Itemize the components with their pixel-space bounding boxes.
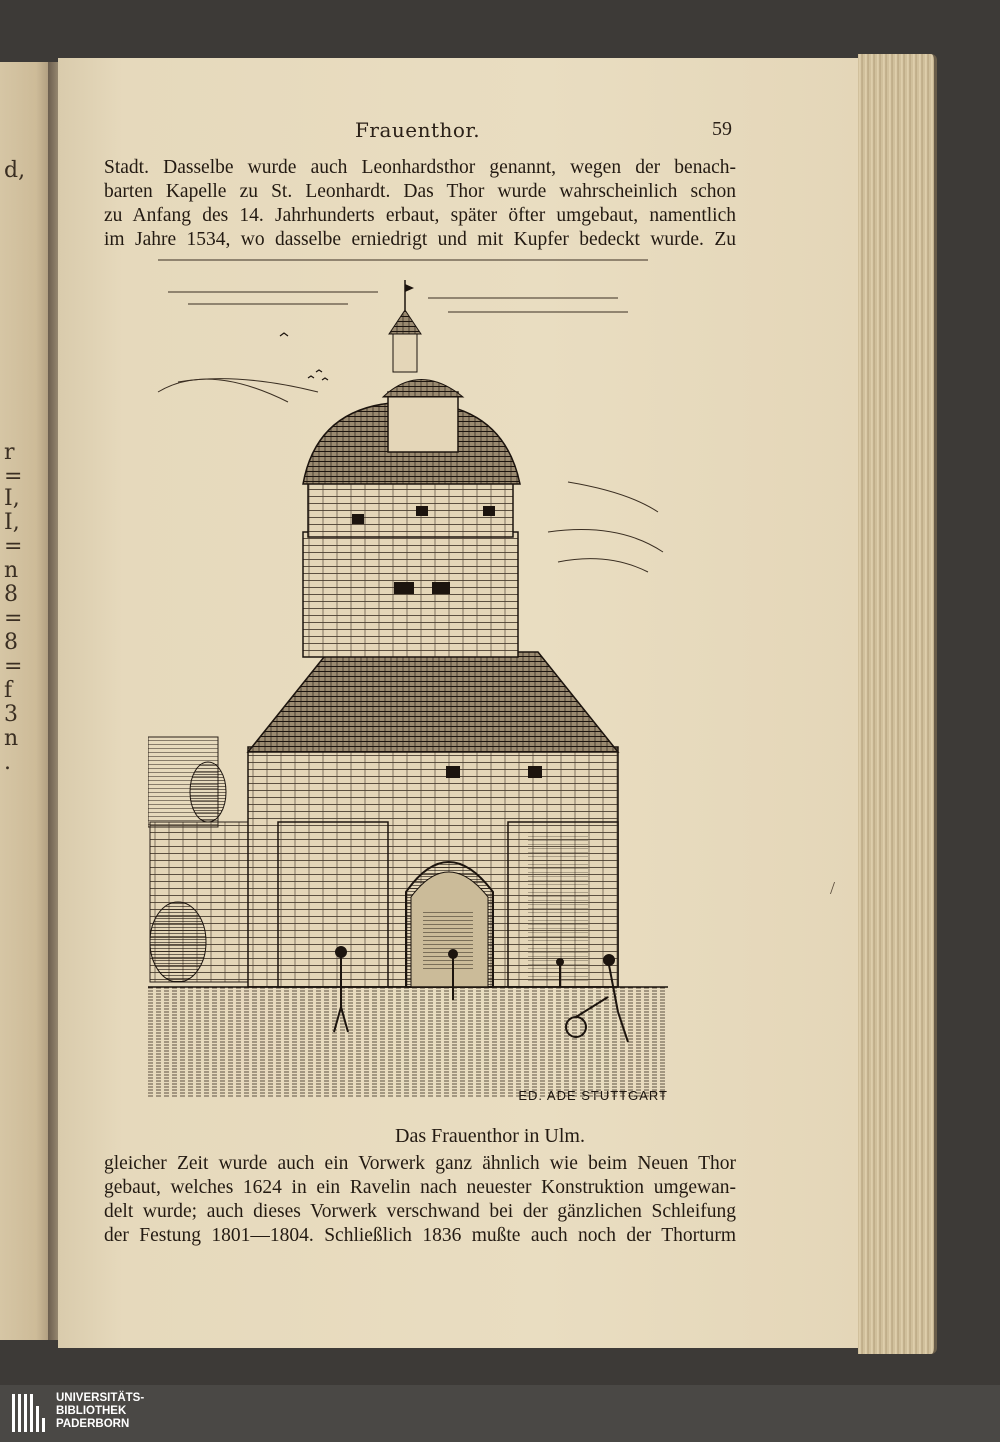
left-fragment: =: [4, 534, 23, 559]
left-fragment: =: [4, 464, 23, 489]
library-line: UNIVERSITÄTS-: [56, 1392, 145, 1404]
text-line: Stadt. Dasselbe wurde auch Leonhardsthor genannt, wegen der benach-: [104, 157, 736, 178]
library-name: [56, 1392, 144, 1431]
birds: [280, 333, 328, 380]
left-fragment: I,: [4, 510, 20, 535]
footer-bar: [0, 1385, 1000, 1442]
left-page-text-fragments: [4, 62, 44, 1340]
left-page-edge: [0, 62, 52, 1340]
engraver-signature: ED. ADE STUTTGART: [518, 1088, 668, 1103]
left-fragment: n: [4, 726, 19, 751]
text-line: barten Kapelle zu St. Leonhardt. Das Thor wurde wahrscheinlich schon: [104, 181, 736, 202]
page-header: [0, 118, 1000, 148]
figure-caption: [0, 1125, 1000, 1148]
top-paragraph: [104, 156, 736, 252]
left-fragment: 8: [4, 630, 18, 655]
left-fragment: 8: [4, 582, 18, 607]
text-line: im Jahre 1534, wo dasselbe erniedrigt und mit Kupfer bedeckt wurde. Zu: [104, 229, 736, 250]
bottom-paragraph: [104, 1152, 736, 1248]
left-fragment: .: [4, 750, 11, 775]
left-fragment: I,: [4, 486, 20, 511]
library-line: PADERBORN: [56, 1418, 130, 1430]
text-line: zu Anfang des 14. Jahrhunderts erbaut, später öfter umgebaut, namentlich: [104, 205, 736, 226]
engraving-illustration: [148, 252, 672, 1112]
text-line: gleicher Zeit wurde auch ein Vorwerk ganz ähnlich wie beim Neuen Thor: [104, 1153, 736, 1174]
left-fragment: =: [4, 606, 23, 631]
text-line: delt wurde; auch dieses Vorwerk verschwand bei der gänzlichen Schleifung: [104, 1201, 736, 1222]
library-logo-icon: [10, 1392, 52, 1434]
left-fragment: =: [4, 654, 23, 679]
text-line: gebaut, welches 1624 in ein Ravelin nach neuester Konstruktion umgewan-: [104, 1177, 736, 1198]
text-line: der Festung 1801—1804. Schließlich 1836 mußte auch noch der Thorturm: [104, 1225, 736, 1246]
caption-text: Das Frauenthor in Ulm.: [395, 1125, 585, 1147]
left-fragment: r: [4, 440, 15, 465]
library-line: BIBLIOTHEK: [56, 1405, 127, 1417]
running-head: Frauenthor.: [355, 118, 481, 142]
tower-engraving: [148, 252, 672, 1112]
left-fragment: 3: [4, 702, 18, 727]
margin-mark: /: [830, 878, 836, 898]
page-stack-edge: [858, 54, 937, 1354]
left-fragment: f: [4, 678, 13, 703]
left-fragment: n: [4, 558, 19, 583]
page-number: 59: [712, 118, 732, 140]
left-fragment: d,: [4, 158, 26, 183]
